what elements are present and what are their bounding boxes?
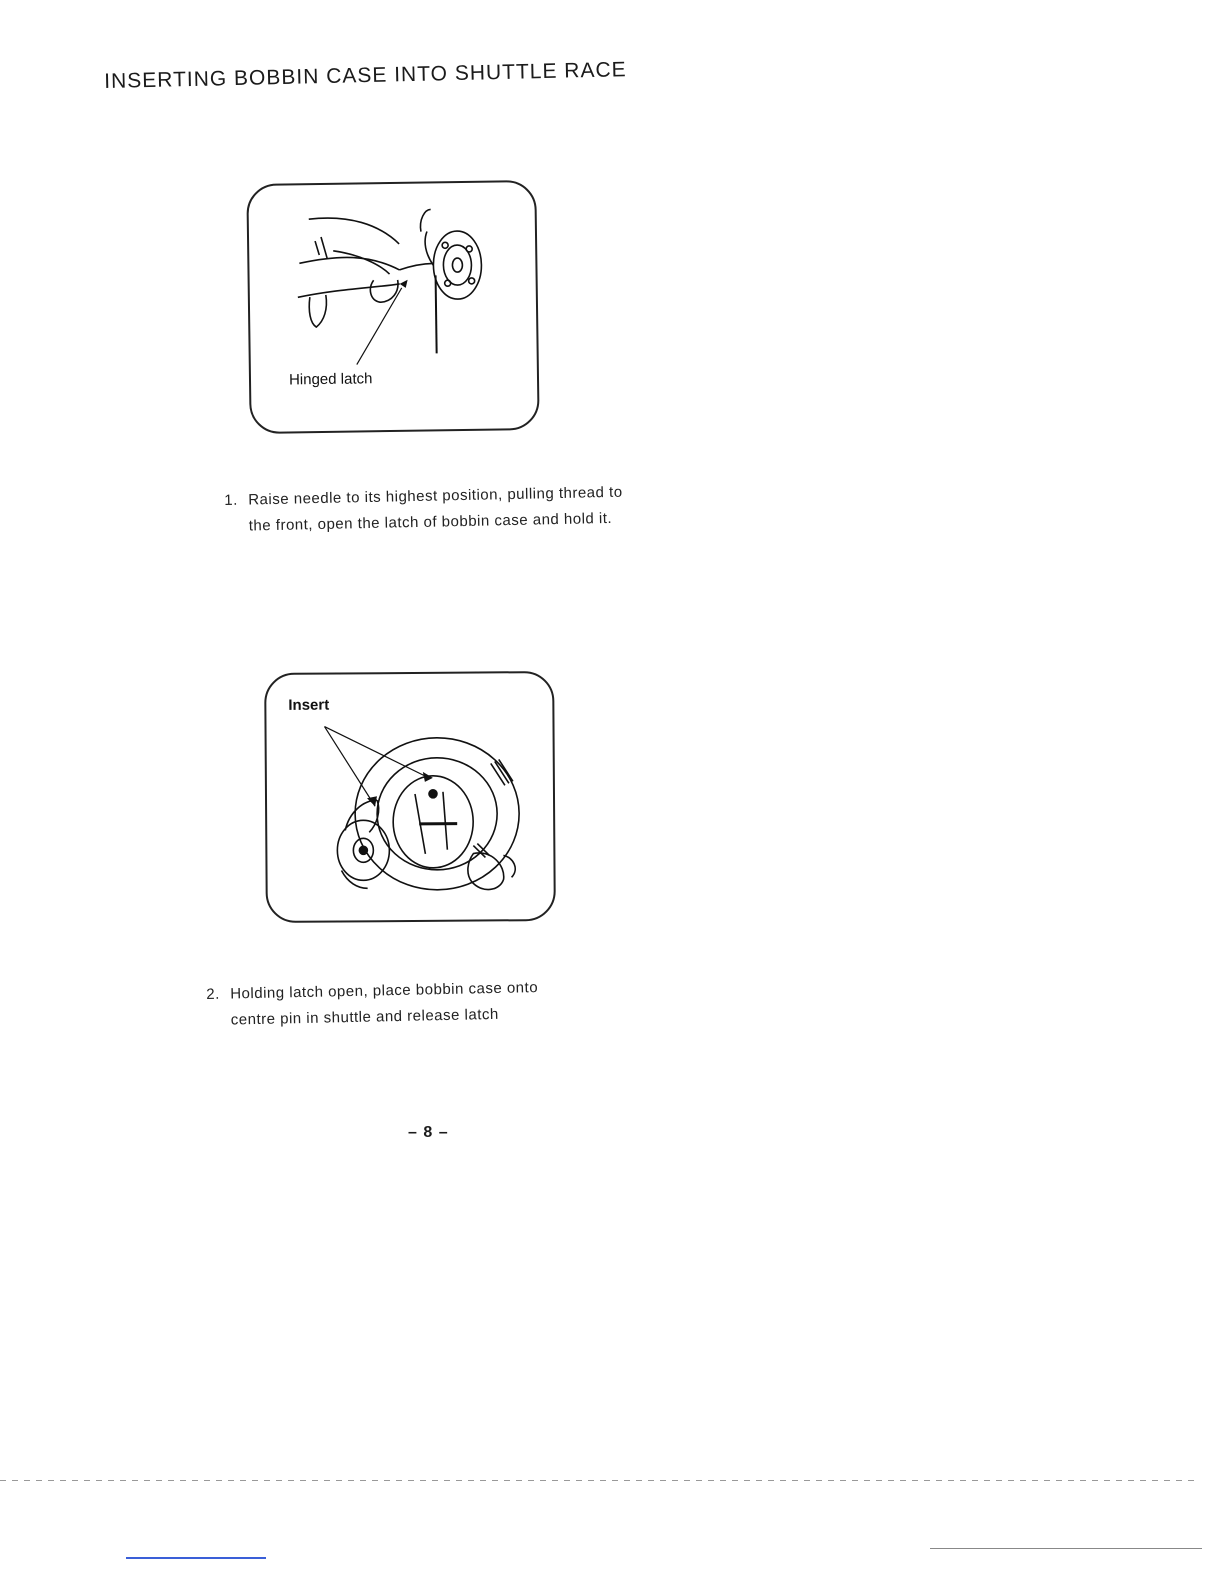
step-number: 1. xyxy=(224,491,238,509)
scan-artifact-line xyxy=(930,1548,1202,1549)
step-number: 2. xyxy=(206,985,220,1003)
figure-label-insert: Insert xyxy=(288,696,330,714)
bobbin-case-hand-illustration xyxy=(248,182,539,434)
figure-hinged-latch xyxy=(246,180,539,434)
step-text: Raise needle to its highest position, pulling thread to the front, open the latch of bobbin case and hold it. xyxy=(248,483,623,535)
step-text: Holding latch open, place bobbin case onto centre pin in shuttle and release latch xyxy=(230,979,539,1029)
figure-label-hinged-latch: Hinged latch xyxy=(288,370,373,389)
page-number: – 8 – xyxy=(408,1124,449,1141)
scan-artifact-line xyxy=(0,1480,1200,1481)
figure-insert xyxy=(264,671,556,923)
step-1 xyxy=(224,480,625,540)
page-heading: INSERTING BOBBIN CASE INTO SHUTTLE RACE xyxy=(104,58,627,93)
scan-artifact-blue-rule xyxy=(126,1557,266,1559)
step-2 xyxy=(206,974,587,1034)
